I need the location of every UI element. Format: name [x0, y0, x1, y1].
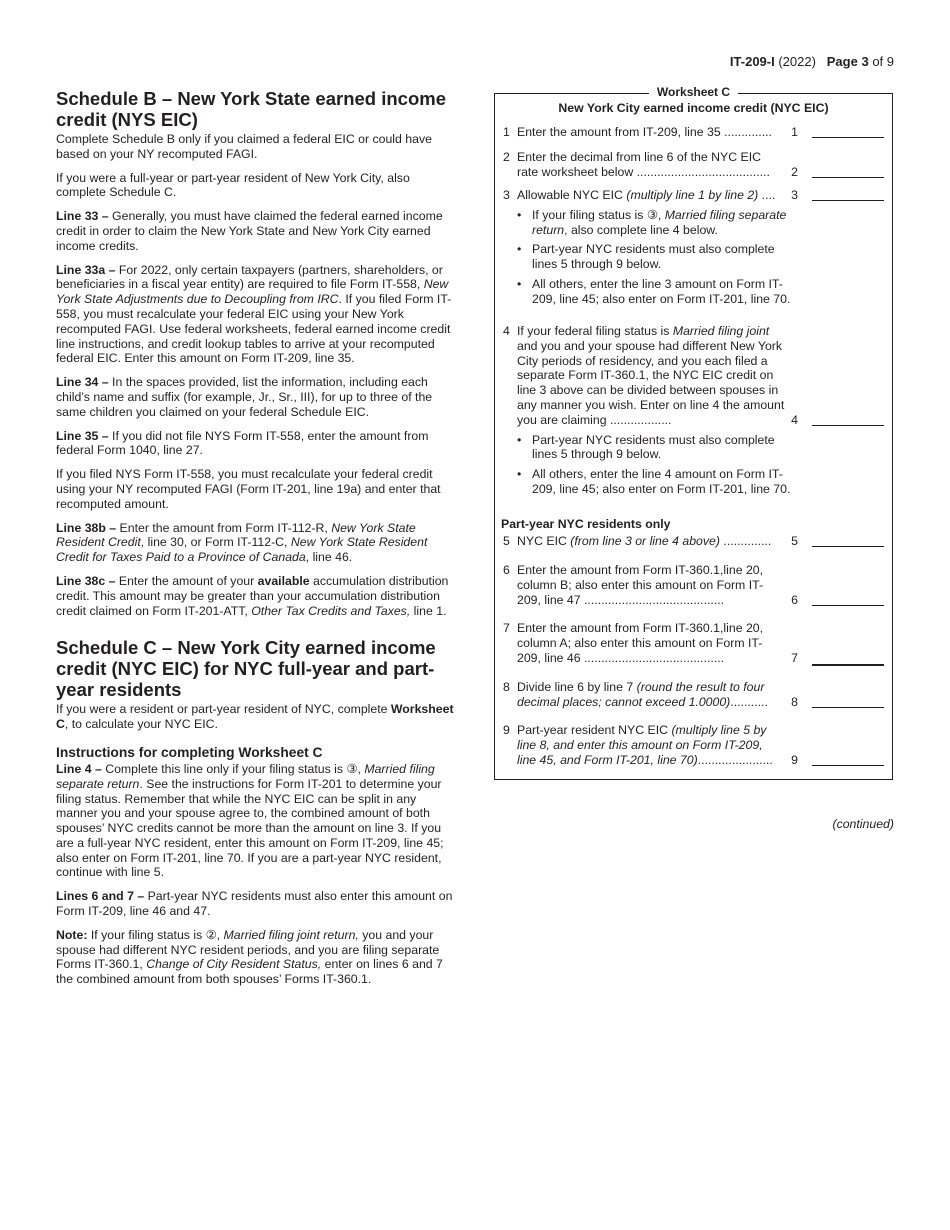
worksheet-line-1: 1 Enter the amount from IT-209, line 35 .............. 1 [503, 125, 884, 140]
schedule-b-intro: Complete Schedule B only if you claimed a federal EIC or could have based on your NY recomputed FAGI. [56, 132, 432, 161]
worksheet-title: Worksheet C [649, 85, 738, 99]
line-33-instr: Line 33 – Generally, you must have claimed the federal earned income credit in order to claim the New York State and New York City earned income credits. [56, 209, 443, 253]
note: Note: If your filing status is ②, Married filing joint return, you and your spouse had different NYC resident periods, and you are filing separate Forms IT-360.1, Change of City Resident Status, enter on lines 6 and 7 the combined amount from both spouses’ Forms IT-360.1. [56, 927, 443, 987]
line-3-bullet: • Part-year NYC residents must also complete lines 5 through 9 below. [517, 242, 775, 272]
schedule-b-intro-2: If you were a full-year or part-year resident of New York City, also complete Schedule C. [56, 170, 410, 200]
line-9-field[interactable] [812, 765, 884, 766]
page-header [730, 54, 894, 69]
line-1-field[interactable] [812, 137, 884, 138]
schedule-b-title: Schedule B – New York State earned income credit (NYS EIC) [56, 88, 447, 130]
worksheet-line-9: 9 Part-year resident NYC EIC (multiply line 5 by line 8, and enter this amount on Form IT-209, line 45, and Form IT-201, line 70)...................... 9 [503, 723, 884, 767]
worksheet-c [494, 85, 893, 780]
page-of: of 9 [872, 54, 894, 69]
line-35-instr: Line 35 – If you did not file NYS Form IT-558, enter the amount from federal Form 1040, line 27. [56, 428, 429, 458]
line-6-field[interactable] [812, 605, 884, 606]
worksheet-line-6: 6 Enter the amount from Form IT-360.1,line 20, column B; also enter this amount on Form IT-209, line 47 ......................................... 6 [503, 563, 884, 607]
line-4-bullet: • All others, enter the line 4 amount on Form IT-209, line 45; also enter on Form IT-201, line 70. [517, 467, 791, 496]
line-7-field[interactable] [812, 664, 884, 666]
line-38b-instr: Line 38b – Enter the amount from Form IT-112-R, New York State Resident Credit, line 30, or Form IT-112-C, New York State Resident Credit for Taxes Paid to a Province of Canada, line 46. [56, 520, 428, 565]
line-3-bullet: • All others, enter the line 3 amount on Form IT-209, line 45; also enter on Form IT-201, line 70. [517, 276, 791, 306]
line-4-instr: Line 4 – Complete this line only if your filing status is ③, Married filing separate return. See the instructions for Form IT-201 to determine your filing status. Remember that while the NYC EIC can be split in any manner you and your spouse agree to, the combined amount of both spouses’ NYC credits cannot be more than the amount on line 3. If you are a full-year NYC resident, enter this amount on Form IT-209, line 45; also enter on Form IT-201, line 70. If you are a part-year NYC resident, continue with line 5. [56, 761, 444, 880]
form-id: IT-209-I [729, 54, 775, 69]
left-column [56, 88, 458, 996]
line-33a-instr: Line 33a – For 2022, only certain taxpayers (partners, shareholders, or beneficiaries in a fiscal year entity) are required to file Form IT-558, New York State Adjustments due to Decoupling from IRC. If you filed Form IT-558, you must recalculate your federal EIC using your New York recomputed FAGI. Use federal worksheets, federal earned income credit line instructions, and credit lookup tables to arrive at your recomputed federal EIC. Enter this amount on Form IT-209, line 35. [56, 262, 452, 366]
line-2-field[interactable] [812, 177, 884, 178]
schedule-c-title: Schedule C – New York City earned income credit (NYC EIC) for NYC full-year and part-year residents [56, 637, 436, 701]
part-year-heading: Part-year NYC residents only [501, 517, 671, 531]
line-8-field[interactable] [812, 707, 884, 708]
line-4-bullet: • Part-year NYC residents must also complete lines 5 through 9 below. [517, 432, 775, 462]
continued-note: (continued) [832, 817, 894, 831]
line-5-field[interactable] [812, 546, 884, 547]
worksheet-subtitle: New York City earned income credit (NYC EIC) [558, 101, 829, 115]
lines-6-7-instr: Lines 6 and 7 – Part-year NYC residents must also enter this amount on Form IT-209, line 46 and 47. [56, 889, 453, 919]
worksheet-line-7: 7 Enter the amount from Form IT-360.1,line 20, column A; also enter this amount on Form IT-209, line 46 ......................................... 7 [503, 621, 884, 665]
line-4-field[interactable] [812, 425, 884, 426]
line-3-field[interactable] [812, 200, 884, 201]
line-34-instr: Line 34 – In the spaces provided, list the information, including each child’s name and suffix (for example, Jr., Sr., III), for up to three of the same children you claimed on your federal Schedule EIC. [56, 375, 433, 419]
page-label: Page 3 [826, 54, 869, 69]
instructions-title: Instructions for completing Worksheet C [56, 744, 323, 760]
worksheet-line-3: 3 Allowable NYC EIC (multiply line 1 by line 2) .... 3 • If your filing status is ③, Married filing separate return, also complete line 4 below. • Part-year NYC residents must also complete lines 5 through 9 below. • All others, enter the line 3 amount on Form IT-209, line 45; also enter on Form IT-201, line 70. [503, 188, 884, 307]
schedule-c-intro: If you were a resident or part-year resident of NYC, complete Worksheet C, to calculate your NYC EIC. [56, 702, 454, 732]
line-38c-instr: Line 38c – Enter the amount of your available accumulation distribution credit. This amount may be greater than your accumulation distribution credit claimed on Form IT-201-ATT, Other Tax Credits and Taxes, line 1. [56, 573, 449, 618]
line-3-bullet: • If your filing status is ③, Married filing separate return, also complete line 4 below. [517, 207, 787, 237]
worksheet-line-4: 4 If your federal filing status is Married filing joint and you and your spouse had different New York City periods of residency, and you each filed a separate Form IT-360.1, the NYC EIC credit on line 3 above can be divided between spouses in any manner you wish. Enter on line 4 the amount you are claiming .................. 4 • Part-year NYC residents must also complete lines 5 through 9 below. • All others, enter the line 4 amount on Form IT-209, line 45; also enter on Form IT-201, line 70. [503, 324, 884, 497]
worksheet-line-2: 2 Enter the decimal from line 6 of the NYC EIC rate worksheet below ....................................... 2 [503, 150, 884, 180]
worksheet-line-5: 5 NYC EIC (from line 3 or line 4 above) .............. 5 [503, 534, 884, 549]
form-year: (2022) [778, 54, 816, 69]
line-35-instr-2: If you filed NYS Form IT-558, you must recalculate your federal credit using your NY recomputed FAGI (Form IT-201, line 19a) and enter that recomputed amount. [56, 467, 441, 511]
worksheet-line-8: 8 Divide line 6 by line 7 (round the result to four decimal places; cannot exceed 1.0000)........... 8 [503, 680, 884, 710]
